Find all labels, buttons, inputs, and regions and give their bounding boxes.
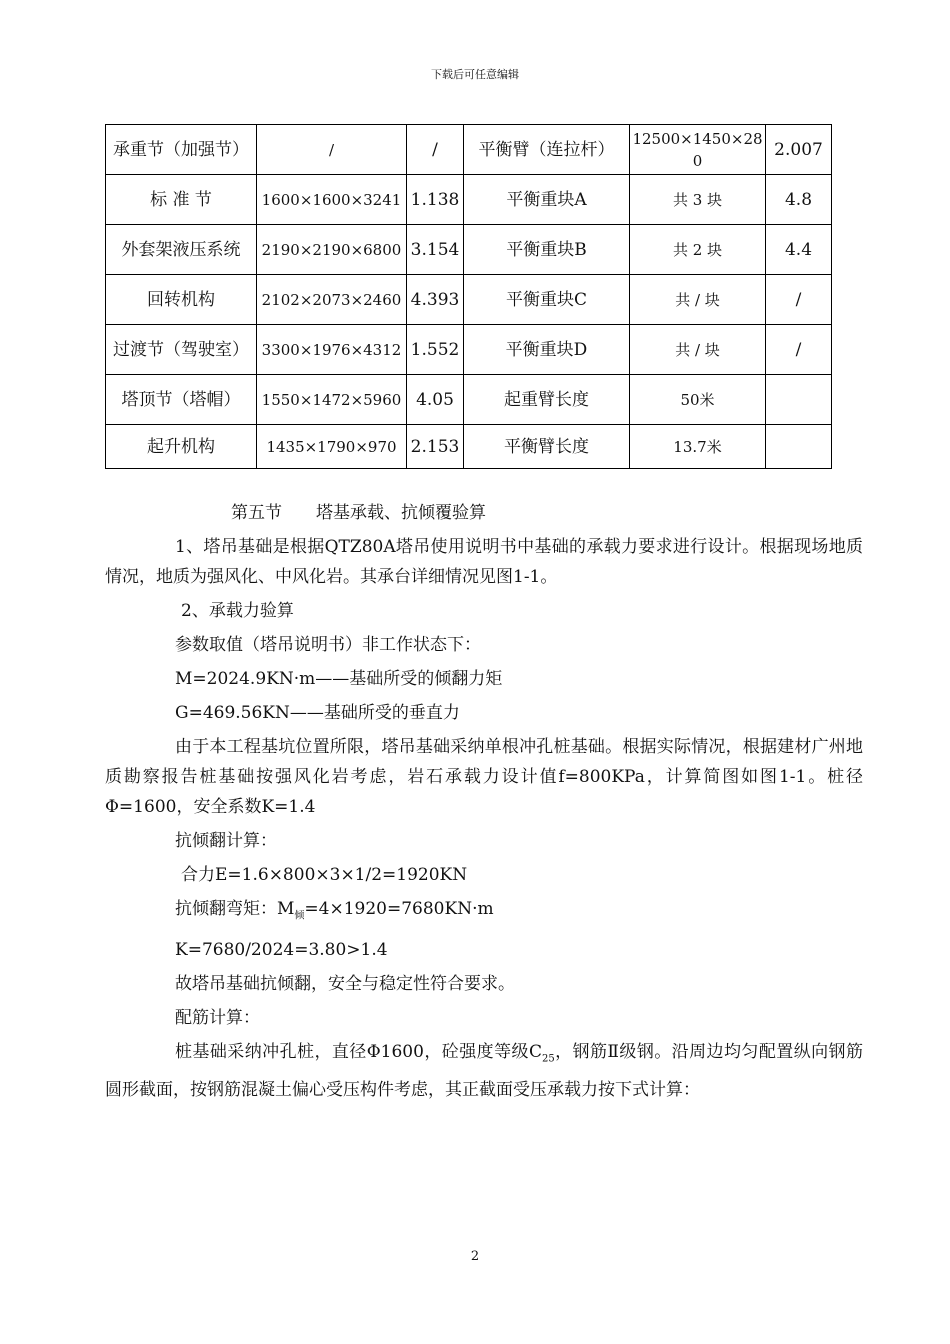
table-cell: 塔顶节（塔帽）: [106, 375, 257, 425]
table-cell: 12500×1450×280: [630, 125, 766, 175]
table-cell: 共 3 块: [630, 175, 766, 225]
paragraph-subheading: 2、承载力验算: [181, 601, 294, 621]
table-cell: 平衡重块D: [464, 325, 630, 375]
table-cell: 外套架液压系统: [106, 225, 257, 275]
table-cell: [766, 425, 832, 469]
formula-resultant: 合力E=1.6×800×3×1/2=1920KN: [181, 865, 468, 885]
table-cell: /: [407, 125, 464, 175]
table-cell: 平衡重块B: [464, 225, 630, 275]
table-row: [106, 425, 832, 469]
component-spec-table: [105, 124, 832, 469]
table-cell: 2102×2073×2460: [257, 275, 407, 325]
table-cell: 2.153: [407, 425, 464, 469]
table-cell: 平衡重块C: [464, 275, 630, 325]
table-cell: 平衡臂（连拉杆）: [464, 125, 630, 175]
table-cell: 共 / 块: [630, 275, 766, 325]
document-body: [105, 498, 863, 1109]
table-cell: 4.05: [407, 375, 464, 425]
formula-vertical-force: G=469.56KN——基础所受的垂直力: [175, 703, 460, 723]
paragraph-subheading: 配筋计算：: [175, 1008, 260, 1029]
formula-safety-factor: K=7680/2024=3.80>1.4: [175, 940, 388, 961]
table-row: [106, 125, 832, 175]
table-cell: 4.393: [407, 275, 464, 325]
table-cell: [766, 375, 832, 425]
table-row: [106, 175, 832, 225]
table-cell: 4.4: [766, 225, 832, 275]
table-cell: 50米: [630, 375, 766, 425]
paragraph: 1、塔吊基础是根据QTZ80A塔吊使用说明书中基础的承载力要求进行设计。根据现场地质情况，地质为强风化、中风化岩。其承台详细情况见图1-1。: [105, 537, 863, 587]
table-cell: /: [766, 275, 832, 325]
table-cell: 1550×1472×5960: [257, 375, 407, 425]
table-cell: 3.154: [407, 225, 464, 275]
formula-subscript: 倾: [294, 910, 305, 922]
paragraph: 参数取值（塔吊说明书）非工作状态下：: [175, 635, 481, 655]
table-cell: 回转机构: [106, 275, 257, 325]
paragraph: 故塔吊基础抗倾翻，安全与稳定性符合要求。: [175, 974, 515, 995]
table-row: [106, 225, 832, 275]
table-cell: 标 准 节: [106, 175, 257, 225]
table-cell: 1600×1600×3241: [257, 175, 407, 225]
table-cell: 2.007: [766, 125, 832, 175]
table-row: [106, 275, 832, 325]
section-title: 第五节 塔基承载、抗倾覆验算: [231, 503, 486, 523]
table-row: [106, 325, 832, 375]
table-cell: 2190×2190×6800: [257, 225, 407, 275]
table-cell: 3300×1976×4312: [257, 325, 407, 375]
page-number: 2: [470, 1249, 480, 1264]
paragraph-subheading: 抗倾翻计算：: [175, 831, 277, 851]
table-cell: /: [257, 125, 407, 175]
table-cell: 起重臂长度: [464, 375, 630, 425]
table-cell: 共 / 块: [630, 325, 766, 375]
table-cell: 承重节（加强节）: [106, 125, 257, 175]
table-cell: 过渡节（驾驶室）: [106, 325, 257, 375]
table-row: [106, 375, 832, 425]
formula-text: 抗倾翻弯矩：M: [175, 899, 295, 919]
paragraph-text: 桩基础采纳冲孔桩，直径Φ1600，砼强度等级C: [175, 1042, 542, 1063]
table-cell: /: [766, 325, 832, 375]
concrete-grade-subscript: 25: [541, 1053, 555, 1065]
formula-text: =4×1920=7680KN·m: [304, 899, 494, 919]
page-header: 下载后可任意编辑: [431, 68, 519, 81]
table-cell: 平衡重块A: [464, 175, 630, 225]
paragraph: [105, 1037, 863, 1104]
table-cell: 1435×1790×970: [257, 425, 407, 469]
table-cell: 1.138: [407, 175, 464, 225]
table-cell: 平衡臂长度: [464, 425, 630, 469]
formula-overturning-moment: [105, 894, 863, 931]
paragraph-text: ，钢筋Ⅱ级钢。沿周边均匀配置纵向钢筋圆形截面，按钢筋混凝土偏心受压构件考虑，其正截面受压承载力按下式计算：: [105, 1042, 863, 1100]
table-cell: 起升机构: [106, 425, 257, 469]
table-cell: 4.8: [766, 175, 832, 225]
table-cell: 1.552: [407, 325, 464, 375]
paragraph: 由于本工程基坑位置所限，塔吊基础采纳单根冲孔桩基础。根据实际情况，根据建材广州地质勘察报告桩基础按强风化岩考虑，岩石承载力设计值f=800KPa，计算简图如图1-1。桩径Φ=1600，安全系数K=1.4: [105, 737, 863, 817]
formula-moment: M=2024.9KN·m——基础所受的倾翻力矩: [175, 669, 503, 689]
table-cell: 13.7米: [630, 425, 766, 469]
table-cell: 共 2 块: [630, 225, 766, 275]
